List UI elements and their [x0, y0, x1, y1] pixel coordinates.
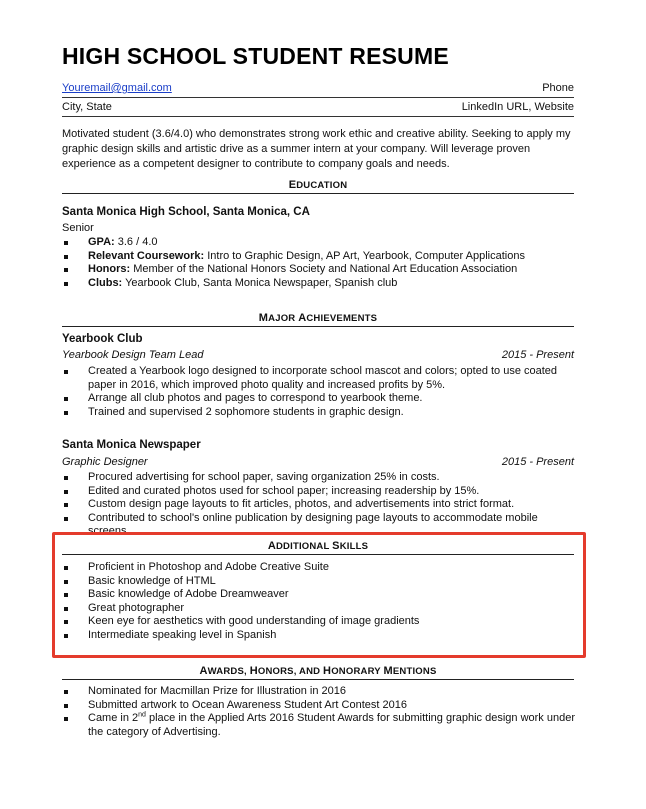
list-item: Submitted artwork to Ocean Awareness Student Art Contest 2016 [62, 699, 576, 713]
list-item: Proficient in Photoshop and Adobe Creative Suite [62, 561, 576, 575]
achievement-list [62, 365, 576, 419]
role-row [62, 456, 574, 468]
list-item: Basic knowledge of HTML [62, 575, 576, 589]
list-item: Contributed to school's online publication by designing page layouts to accommodate mobile screens. [62, 512, 576, 539]
section-heading-skills: ADDITIONAL SKILLS [267, 540, 369, 552]
list-item: Honors: Member of the National Honors Society and National Art Education Association [62, 263, 576, 277]
resume-title: HIGH SCHOOL STUDENT RESUME [62, 43, 449, 69]
list-item: Clubs: Yearbook Club, Santa Monica Newspaper, Spanish club [62, 277, 576, 291]
contact-row-2 [62, 101, 574, 113]
list-item: Custom design page layouts to fit articles, photos, and advertisements into strict format. [62, 498, 576, 512]
divider [62, 116, 574, 117]
contact-row-1 [62, 82, 574, 94]
list-item: Basic knowledge of Adobe Dreamweaver [62, 588, 576, 602]
location-text: City, State [62, 101, 112, 113]
section-heading-awards: AWARDS, HONORS, AND HONORARY MENTIONS [199, 665, 437, 677]
list-item: Came in 2nd place in the Applied Arts 2016 Student Awards for submitting graphic design work under the category of Advertising. [62, 712, 576, 739]
achievement-list [62, 471, 576, 539]
links-text: LinkedIn URL, Website [461, 101, 574, 113]
awards-list [62, 685, 576, 739]
section-heading-education: EDUCATION [288, 179, 348, 191]
list-item: Keen eye for aesthetics with good understanding of image gradients [62, 615, 576, 629]
summary-paragraph: Motivated student (3.6/4.0) who demonstrates strong work ethic and creative ability. Seeking to apply my graphic design skills and artistic drive as a summer intern at your company. Will leverage proven experience as a competent designer to contribute to company goals and needs. [62, 128, 571, 170]
role-row [62, 349, 574, 361]
org-name: Yearbook Club [62, 333, 143, 345]
list-item: Great photographer [62, 602, 576, 616]
list-item: Intermediate speaking level in Spanish [62, 629, 576, 643]
list-item: Nominated for Macmillan Prize for Illustration in 2016 [62, 685, 576, 699]
grade-level: Senior [62, 222, 94, 234]
section-rule [62, 193, 574, 194]
list-item: Created a Yearbook logo designed to incorporate school mascot and colors; opted to use coated paper in 2016, which improved photo quality and increased profits by 5%. [62, 365, 576, 392]
list-item: Edited and curated photos used for school paper; increasing readership by 15%. [62, 485, 576, 499]
role-title: Yearbook Design Team Lead [62, 349, 204, 361]
role-dates: 2015 - Present [501, 349, 574, 361]
section-rule [62, 326, 574, 327]
section-heading-achievements: MAJOR ACHIEVEMENTS [258, 312, 378, 324]
org-name: Santa Monica Newspaper [62, 439, 201, 451]
list-item: Relevant Coursework: Intro to Graphic Design, AP Art, Yearbook, Computer Applications [62, 250, 576, 264]
phone-text: Phone [542, 82, 574, 94]
section-rule [62, 679, 574, 680]
list-item: Procured advertising for school paper, saving organization 25% in costs. [62, 471, 576, 485]
education-list [62, 236, 576, 290]
section-rule [62, 554, 574, 555]
role-dates: 2015 - Present [501, 456, 574, 468]
divider [62, 97, 574, 98]
skills-list [62, 561, 576, 642]
school-name: Santa Monica High School, Santa Monica, CA [62, 206, 310, 218]
list-item: GPA: 3.6 / 4.0 [62, 236, 576, 250]
role-title: Graphic Designer [62, 456, 148, 468]
list-item: Trained and supervised 2 sophomore students in graphic design. [62, 406, 576, 420]
list-item: Arrange all club photos and pages to correspond to yearbook theme. [62, 392, 576, 406]
email-link[interactable]: Youremail@gmail.com [62, 82, 172, 94]
